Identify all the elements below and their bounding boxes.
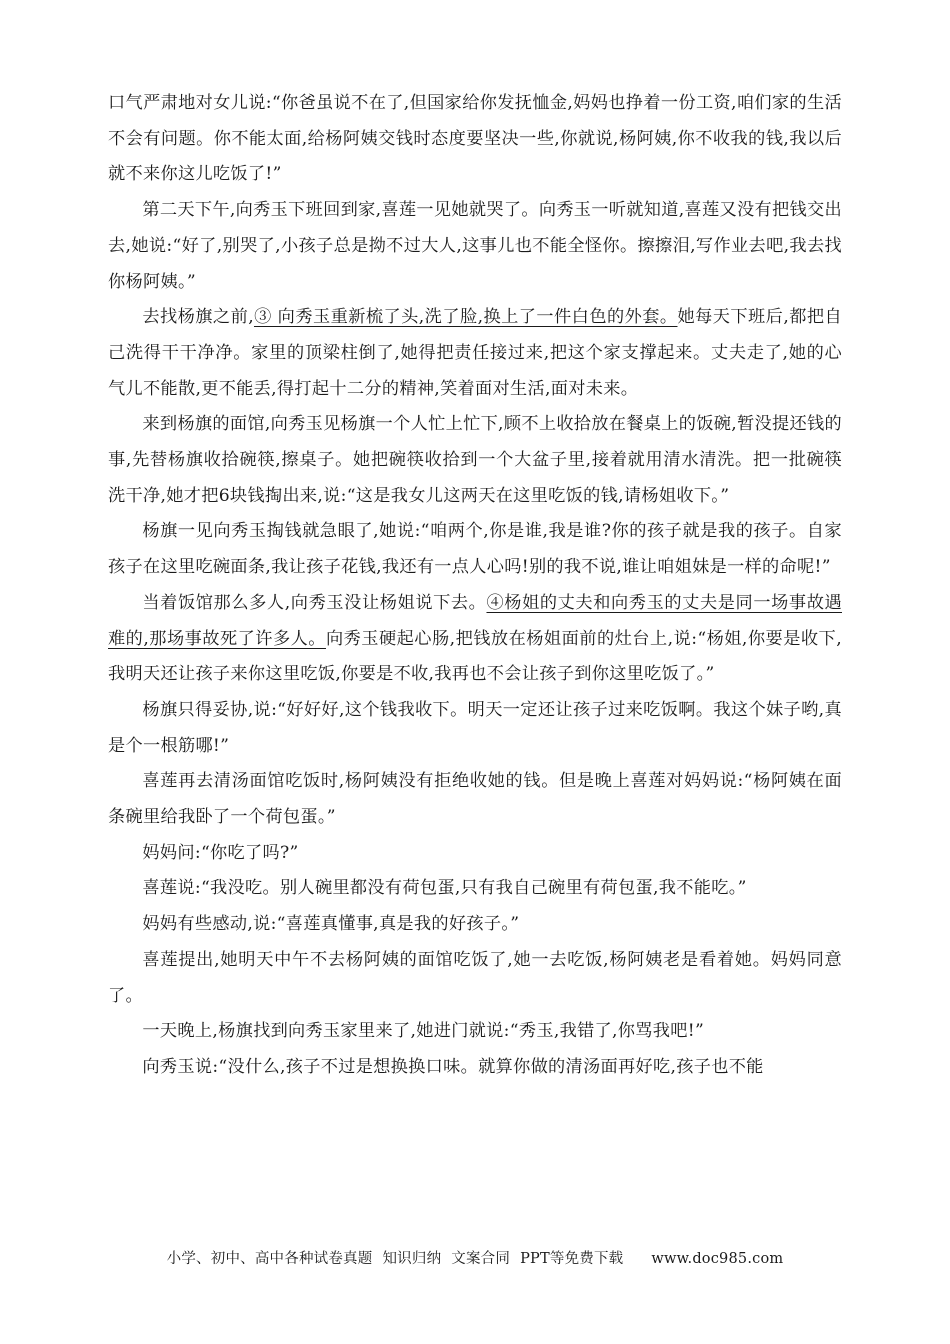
- paragraph-5: [108, 514, 842, 585]
- paragraph-text: 一天晚上,杨旗找到向秀玉家里来了,她进门就说:“秀玉,我错了,你骂我吧!”: [142, 1021, 705, 1042]
- footer-url-link[interactable]: www.doc985.com: [651, 1251, 784, 1267]
- paragraph-text: 喜莲再去清汤面馆吃饭时,杨阿姨没有拒绝收她的钱。但是晚上喜莲对妈妈说:“杨阿姨在面条碗里给我卧了一个荷包蛋。”: [108, 771, 842, 828]
- paragraph-6: [108, 586, 842, 693]
- paragraph-text: 来到杨旗的面馆,向秀玉见杨旗一个人忙上忙下,顾不上收拾放在餐桌上的饭碗,暂没提还钱的事,先替杨旗收拾碗筷,擦桌子。她把碗筷收拾到一个大盆子里,接着就用清水清洗。把一批碗筷洗干净,她才把6块钱掏出来,说:“这是我女儿这两天在这里吃饭的钱,请杨姐收下。”: [108, 414, 842, 506]
- paragraph-3: [108, 300, 842, 407]
- document-body: [108, 86, 842, 1086]
- footer-exam-text: 小学、初中、高中各种试卷真题: [166, 1251, 373, 1267]
- paragraph-text: 喜莲说:“我没吃。别人碗里都没有荷包蛋,只有我自己碗里有荷包蛋,我不能吃。”: [142, 878, 747, 899]
- paragraph-text: 杨旗一见向秀玉掏钱就急眼了,她说:“咱两个,你是谁,我是谁?你的孩子就是我的孩子。自家孩子在这里吃碗面条,我让孩子花钱,我还有一点人心吗!别的我不说,谁让咱姐妹是一样的命呢!”: [108, 521, 842, 578]
- paragraph-text: 杨旗只得妥协,说:“好好好,这个钱我收下。明天一定还让孩子过来吃饭啊。我这个妹子哟,真是个一根筋哪!”: [108, 699, 842, 756]
- paragraph-7: [108, 693, 842, 764]
- underlined-sentence-3: ③ 向秀玉重新梳了头,洗了脸,换上了一件白色的外套。: [253, 307, 678, 328]
- paragraph-text: 向秀玉说:“没什么,孩子不过是想换换口味。就算你做的清汤面再好吃,孩子也不能: [142, 1056, 764, 1077]
- paragraph-11: [108, 907, 842, 943]
- paragraph-10: [108, 871, 842, 907]
- paragraph-text: 第二天下午,向秀玉下班回到家,喜莲一见她就哭了。向秀玉一听就知道,喜莲又没有把钱交出去,她说:“好了,别哭了,小孩子总是拗不过大人,这事儿也不能全怪你。擦擦泪,写作业去吧,我去找你杨阿姨。”: [108, 200, 842, 292]
- underlined-sentence-4: ④杨姐的丈夫和向秀玉的丈夫是同一场事故遇难的,那场事故死了许多人。: [108, 592, 842, 649]
- paragraph-text: 她每天下班后,都把自己洗得干干净净。家里的顶梁柱倒了,她得把责任接过来,把这个家支撑起来。丈夫走了,她的心气儿不能散,更不能丢,得打起十二分的精神,笑着面对生活,面对未来。: [108, 307, 842, 399]
- paragraph-text: 当着饭馆那么多人,向秀玉没让杨姐说下去。: [142, 592, 487, 613]
- paragraph-text: 妈妈有些感动,说:“喜莲真懂事,真是我的好孩子。”: [142, 914, 520, 935]
- paragraph-9: [108, 836, 842, 872]
- paragraph-text: 口气严肃地对女儿说:“你爸虽说不在了,但国家给你发抚恤金,妈妈也挣着一份工资,咱们家的生活不会有问题。你不能太面,给杨阿姨交钱时态度要坚决一些,你就说,杨阿姨,你不收我的钱,我以后就不来你这儿吃饭了!”: [108, 93, 842, 185]
- paragraph-13: [108, 1014, 842, 1050]
- paragraph-12: [108, 943, 842, 1014]
- paragraph-8: [108, 764, 842, 835]
- paragraph-14: [108, 1050, 842, 1086]
- paragraph-2: [108, 193, 842, 300]
- footer-ppt-text: PPT等免费下载: [520, 1251, 624, 1267]
- paragraph-text: 去找杨旗之前,: [142, 307, 254, 328]
- page-footer: [0, 1247, 950, 1268]
- paragraph-4: [108, 407, 842, 514]
- paragraph-text: 向秀玉硬起心肠,把钱放在杨姐面前的灶台上,说:“杨姐,你要是收下,我明天还让孩子来你这里吃饭,你要是不收,我再也不会让孩子到你这里吃饭了。”: [108, 628, 842, 685]
- footer-contract-text: 文案合同: [451, 1251, 511, 1267]
- paragraph-text: 妈妈问:“你吃了吗?”: [142, 842, 299, 863]
- paragraph-1: [108, 86, 842, 193]
- paragraph-text: 喜莲提出,她明天中午不去杨阿姨的面馆吃饭了,她一去吃饭,杨阿姨老是看着她。妈妈同意了。: [108, 949, 842, 1006]
- footer-knowledge-text: 知识归纳: [382, 1251, 442, 1267]
